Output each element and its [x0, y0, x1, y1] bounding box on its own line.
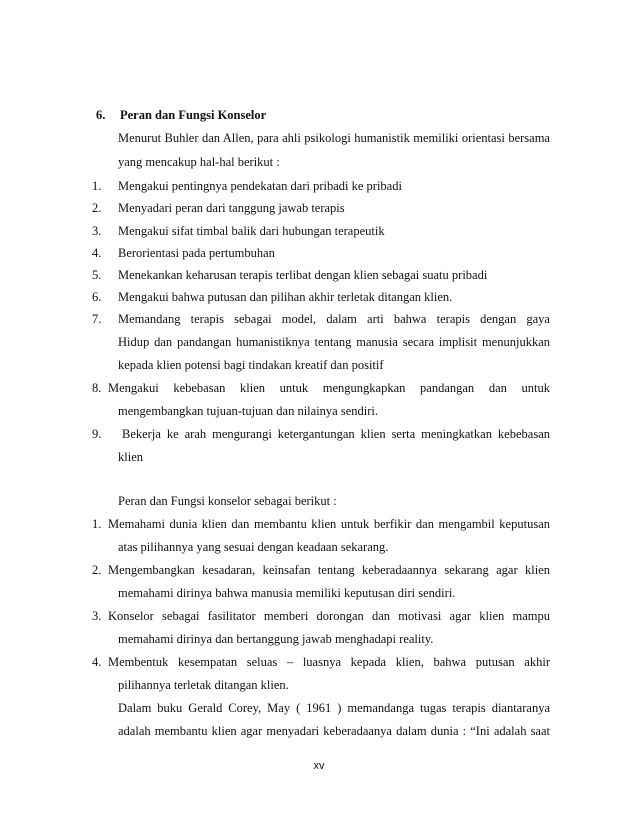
intro2-line: Peran dan Fungsi konselor sebagai berikut :: [118, 494, 337, 508]
list1-num-6: 6.: [92, 290, 102, 304]
list1-item-7-line-1: Memandang terapis sebagai model, dalam arti bahwa terapis dengan gaya: [118, 312, 550, 326]
list2-item-3-line-1: Konselor sebagai fasilitator memberi dorongan dan motivasi agar klien mampu: [108, 609, 550, 623]
list2-item-2-line-1: Mengembangkan kesadaran, keinsafan tentang keberadaannya sekarang agar klien: [108, 563, 550, 577]
list1-num-3: 3.: [92, 224, 102, 238]
heading-number: 6.: [96, 108, 106, 122]
list2-item-1-line-1: Memahami dunia klien dan membantu klien untuk berfikir dan mengambil keputusan: [108, 517, 550, 531]
intro-line-2: yang mencakup hal-hal berikut :: [118, 155, 280, 169]
list2-item-2-line-2: memahami dirinya bahwa manusia memiliki keputusan diri sendiri.: [118, 586, 456, 600]
list1-item-9-line-1: Bekerja ke arah mengurangi ketergantungan klien serta meningkatkan kebebasan: [122, 427, 550, 441]
list1-num-7: 7.: [92, 312, 102, 326]
list1-item-2: Menyadari peran dari tanggung jawab terapis: [118, 201, 345, 215]
list1-item-8-line-2: mengembangkan tujuan-tujuan dan nilainya sendiri.: [118, 404, 378, 418]
list2-num-3: 3.: [92, 609, 102, 623]
list2-item-4-line-2: pilihannya terletak ditangan klien.: [118, 678, 289, 692]
list2-num-1: 1.: [92, 517, 102, 531]
list1-item-7-line-2: Hidup dan pandangan humanistiknya tentang manusia secara implisit menunjukkan: [118, 335, 550, 349]
list2-num-2: 2.: [92, 563, 102, 577]
list1-item-3: Mengakui sifat timbal balik dari hubungan terapeutik: [118, 224, 385, 238]
list1-item-5: Menekankan keharusan terapis terlibat dengan klien sebagai suatu pribadi: [118, 268, 488, 282]
section-heading: Peran dan Fungsi Konselor: [120, 108, 267, 122]
list2-item-4-line-4: adalah membantu klien agar menyadari keberadaanya dalam dunia : “Ini adalah saat: [118, 724, 550, 738]
list1-item-6: Mengakui bahwa putusan dan pilihan akhir terletak ditangan klien.: [118, 290, 453, 304]
list1-item-4: Berorientasi pada pertumbuhan: [118, 246, 275, 260]
list1-item-1: Mengakui pentingnya pendekatan dari pribadi ke pribadi: [118, 179, 402, 193]
list1-num-5: 5.: [92, 268, 102, 282]
intro-line-1: Menurut Buhler dan Allen, para ahli psikologi humanistik memiliki orientasi bersama: [118, 131, 550, 145]
list1-num-8: 8.: [92, 381, 102, 395]
page-number: xv: [313, 760, 325, 772]
list2-item-1-line-2: atas pilihannya yang sesuai dengan keadaan sekarang.: [118, 540, 389, 554]
list2-item-3-line-2: memahami dirinya dan bertanggung jawab menghadapi reality.: [118, 632, 434, 646]
list1-num-1: 1.: [92, 179, 102, 193]
list1-item-7-line-3: kepada klien potensi bagi tindakan kreatif dan positif: [118, 358, 384, 372]
list1-num-2: 2.: [92, 201, 102, 215]
list2-item-4-line-3: Dalam buku Gerald Corey, May ( 1961 ) memandanga tugas terapis diantaranya: [118, 701, 550, 715]
list1-item-9-line-2: klien: [118, 450, 143, 464]
list2-item-4-line-1: Membentuk kesempatan seluas – luasnya kepada klien, bahwa putusan akhir: [108, 655, 550, 669]
list1-item-8-line-1: Mengakui kebebasan klien untuk mengungkapkan pandangan dan untuk: [108, 381, 550, 395]
list2-num-4: 4.: [92, 655, 102, 669]
list1-num-4: 4.: [92, 246, 102, 260]
list1-num-9: 9.: [92, 427, 102, 441]
